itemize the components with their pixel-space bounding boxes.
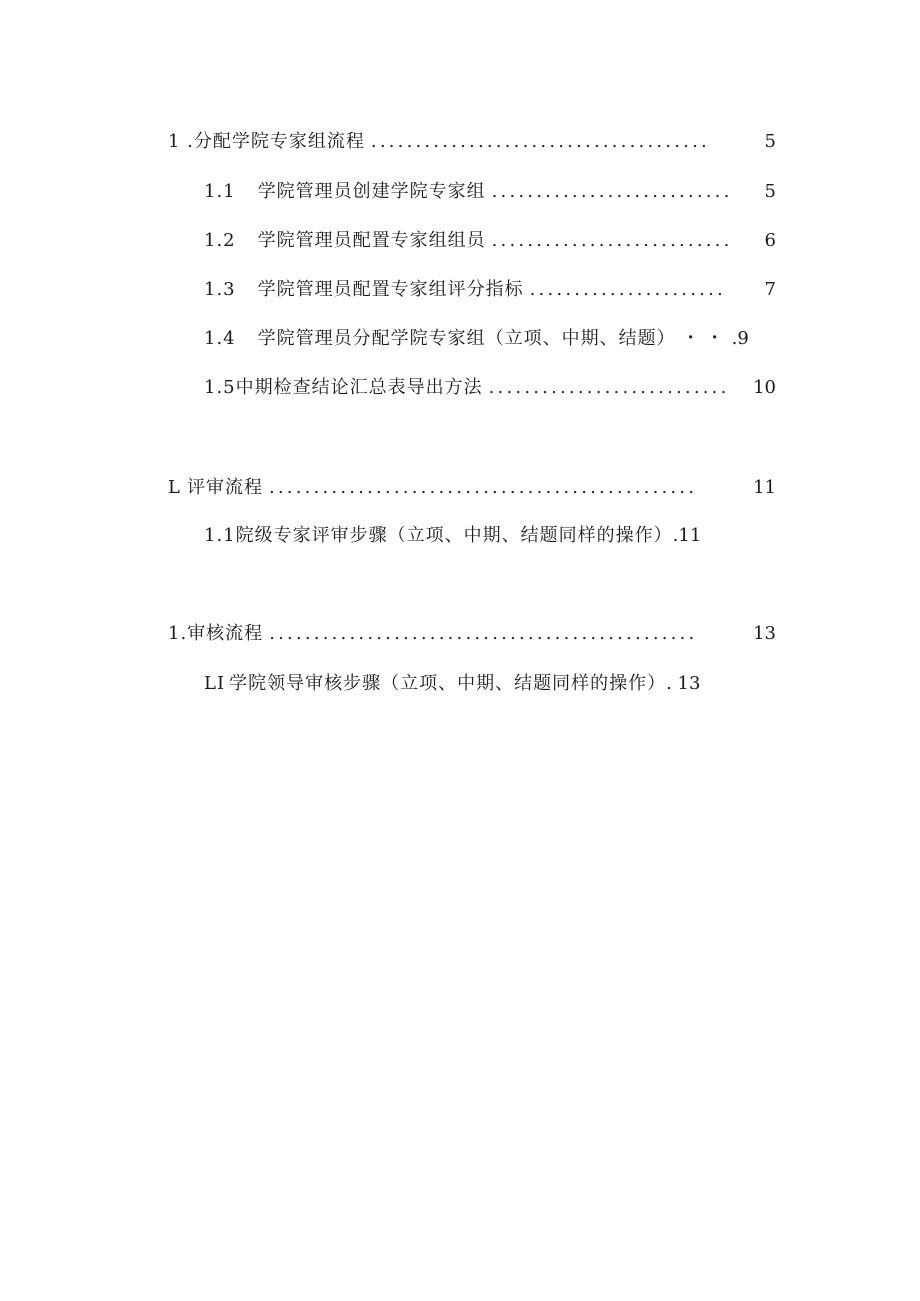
- toc-entry-number: 1.4: [204, 328, 236, 349]
- toc-page-number: 13: [753, 623, 776, 644]
- toc-leader-dots: ・・: [681, 328, 730, 349]
- toc-entry-text: 分配学院专家组流程: [193, 131, 365, 152]
- toc-entry-title: [204, 229, 486, 253]
- toc-entry-text: 学院管理员配置专家组评分指标: [257, 279, 524, 300]
- toc-entry-leader-audit[interactable]: [204, 672, 700, 696]
- toc-leader-dots: ......................................: [370, 131, 710, 152]
- toc-leader-dots: ...........................: [491, 230, 733, 251]
- toc-entry-title: [204, 180, 486, 204]
- toc-entry-number: 1.: [168, 623, 188, 644]
- toc-page-number: 10: [753, 377, 776, 398]
- toc-entry-text: 中期检查结论汇总表导出方法: [235, 377, 483, 398]
- toc-page-number: 5: [764, 131, 776, 152]
- toc-entry-college-expert-review[interactable]: [204, 524, 701, 548]
- toc-entry-number: 1.1: [204, 181, 236, 202]
- toc-page-number: . 13: [666, 673, 701, 694]
- toc-entry-text: 学院领导审核步骤（立项、中期、结题同样的操作）: [229, 673, 667, 694]
- toc-leader-dots: ...........................: [491, 181, 733, 202]
- toc-entry-title: [168, 130, 365, 154]
- toc-entry-title: [204, 327, 676, 351]
- toc-entry-1[interactable]: [168, 130, 776, 154]
- toc-entry-title: [204, 278, 524, 302]
- toc-leader-dots: ......................: [529, 279, 726, 300]
- toc-page-number: .9: [731, 328, 749, 349]
- toc-entry-text: 学院管理员配置专家组组员: [257, 230, 486, 251]
- toc-page-number: 5: [764, 181, 776, 202]
- toc-leader-dots: ................................................: [268, 477, 698, 498]
- toc-entry-number: 1.2: [204, 230, 236, 251]
- toc-page-number: 6: [764, 230, 776, 251]
- toc-entry-number: LI: [204, 673, 226, 694]
- toc-entry-title: [204, 672, 666, 696]
- toc-entry-text: 审核流程: [187, 623, 264, 644]
- toc-entry-text: 评审流程: [186, 477, 263, 498]
- toc-entry-review-process[interactable]: [168, 476, 776, 500]
- toc-entry-audit-process[interactable]: [168, 622, 776, 646]
- toc-entry-title: [204, 376, 483, 400]
- toc-entry-1-1[interactable]: [204, 180, 776, 204]
- toc-entry-text: 学院管理员创建学院专家组: [257, 181, 486, 202]
- toc-entry-number: 1.1: [204, 525, 236, 546]
- toc-entry-1-5[interactable]: [204, 376, 776, 400]
- toc-leader-dots: ................................................: [269, 623, 698, 644]
- toc-entry-1-2[interactable]: [204, 229, 776, 253]
- toc-leader-dots: ...........................: [488, 377, 730, 398]
- toc-page-number: .11: [672, 525, 702, 546]
- toc-entry-number: 1.5: [204, 377, 236, 398]
- toc-page-number: 7: [764, 279, 776, 300]
- toc-entry-1-3[interactable]: [204, 278, 776, 302]
- toc-entry-title: [168, 622, 263, 646]
- toc-page-number: 11: [753, 477, 776, 498]
- toc-entry-text: 学院管理员分配学院专家组（立项、中期、结题）: [257, 328, 676, 349]
- toc-entry-text: 院级专家评审步骤（立项、中期、结题同样的操作）: [235, 525, 673, 546]
- toc-entry-title: [168, 476, 263, 500]
- toc-entry-1-4[interactable]: [204, 327, 749, 351]
- toc-entry-title: [204, 524, 673, 548]
- toc-entry-number: 1 .: [168, 131, 194, 152]
- toc-entry-number: L: [168, 477, 181, 498]
- toc-entry-number: 1.3: [204, 279, 236, 300]
